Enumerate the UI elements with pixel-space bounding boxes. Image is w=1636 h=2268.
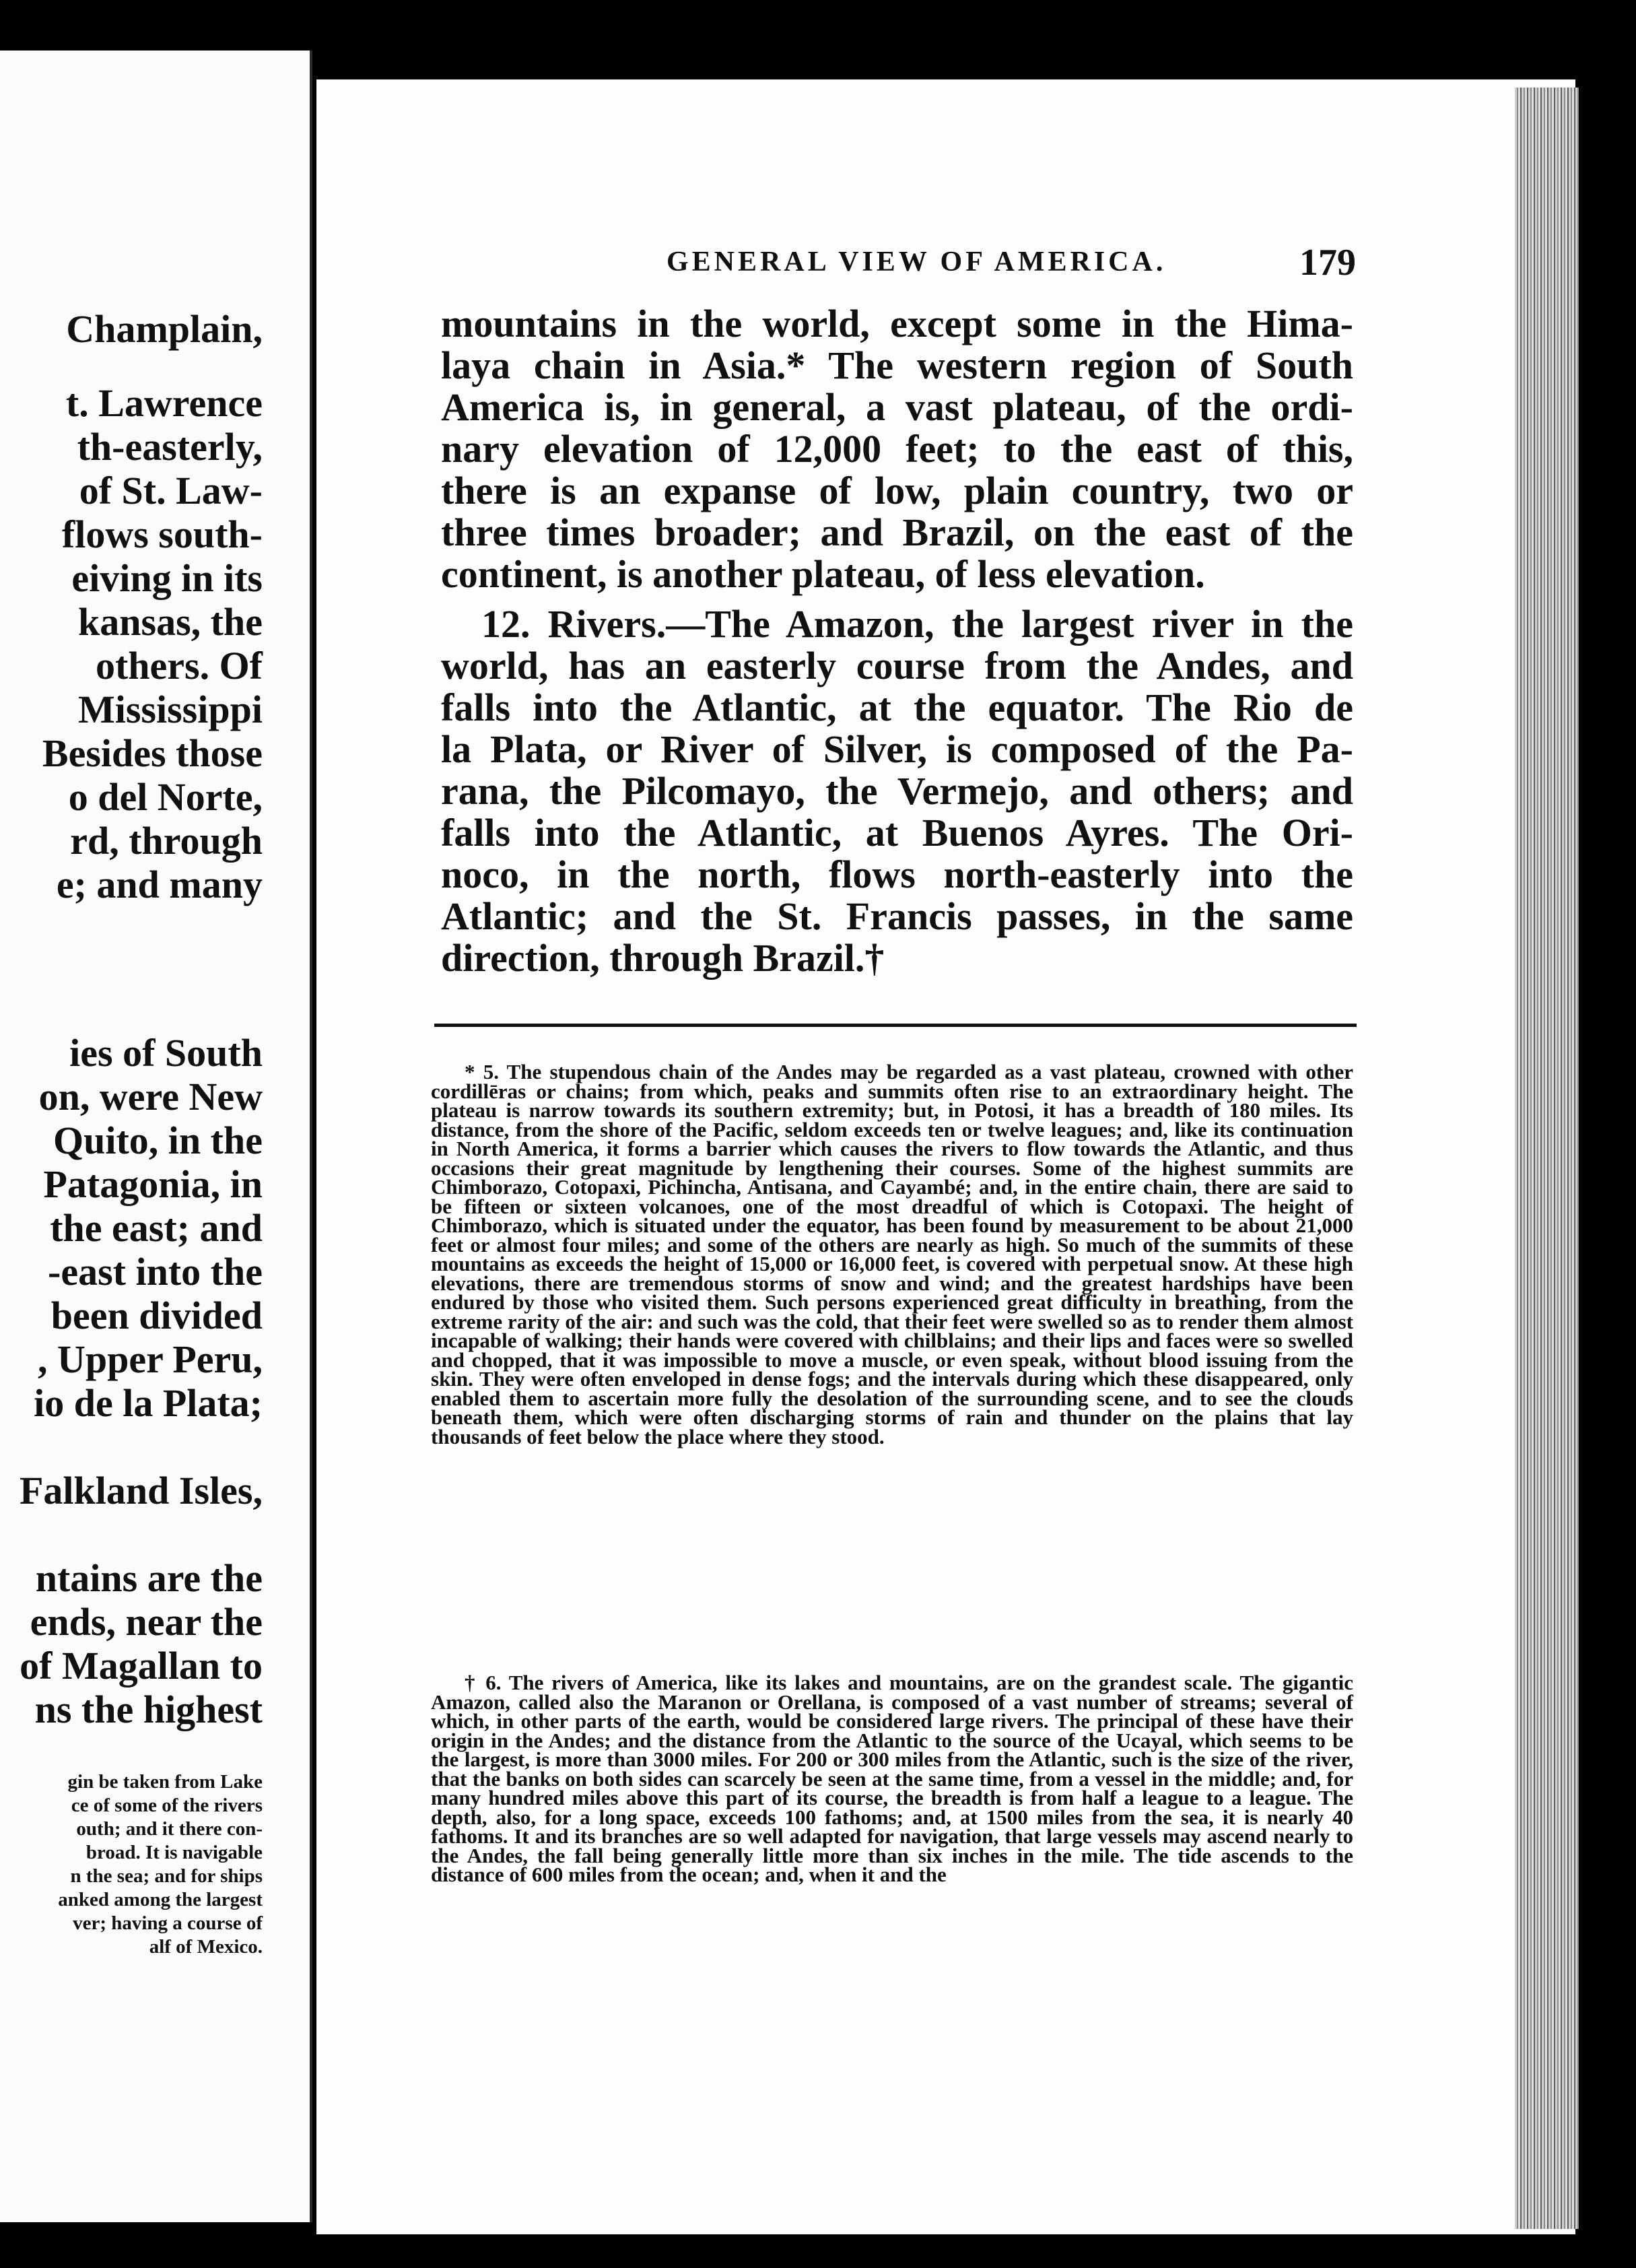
body-line: rana, the Pilcomayo, the Vermejo, and others; and (441, 769, 1353, 813)
left-line: ies of South (69, 1031, 263, 1075)
body-line: noco, in the north, flows north-easterly into the (441, 853, 1353, 896)
section-heading-line: 12. Rivers.—The Amazon, the largest river in the (481, 602, 1353, 646)
left-line: ns the highest (34, 1688, 263, 1731)
left-footnote-line: n the sea; and for ships (70, 1865, 263, 1887)
left-footnote-line: outh; and it there con- (76, 1818, 263, 1840)
body-line: laya chain in Asia.* The western region of South (441, 343, 1353, 387)
footnote: † 6. The rivers of America, like its lakes and mountains, are on the grandest scale. The gigantic Amazon, called also the Maranon or Orellana, is composed of a vast number of streams; several of which, in other parts of the earth, would be considered large rivers. The principal of these have their origin in the Andes; and the distance from the Atlantic to the source of the Ucayal, which seems to be the largest, is more than 3000 miles. For 200 or 300 miles from the Atlantic, such is the size of the river, that the banks on both sides can scarcely be seen at the same time, from a vessel in the middle; and, for many hundred miles above this part of its course, the breadth is from half a league to a league. The depth, also, for a long space, exceeds 100 fathoms; and, at 1500 miles from the sea, it is nearly 40 fathoms. It and its branches are so well adapted for navigation, that large vessels may ascend nearly to the Andes, the fall being generally little more than six inches in the mile. The tide ascends to the distance of 600 miles from the ocean; and, when it and the (431, 1671, 1353, 1886)
left-line: on, were New (38, 1075, 263, 1119)
body-line: nary elevation of 12,000 feet; to the east of this, (441, 427, 1353, 471)
left-footnote-line: broad. It is navigable (86, 1842, 263, 1863)
body-line: falls into the Atlantic, at the equator. The Rio de (441, 686, 1353, 729)
left-line: e; and many (56, 863, 263, 906)
body-line: America is, in general, a vast plateau, of the ordi- (441, 385, 1353, 429)
left-line: Patagonia, in (43, 1162, 263, 1206)
body-line: la Plata, or River of Silver, is composed of the Pa- (441, 727, 1353, 771)
body-line: mountains in the world, except some in the Hima- (441, 302, 1353, 345)
footnote-rule (434, 1024, 1357, 1027)
left-line: been divided (50, 1294, 263, 1337)
left-line: -east into the (48, 1250, 263, 1294)
left-line: of St. Law- (79, 469, 263, 512)
left-line: the east; and (50, 1206, 263, 1250)
left-line: Champlain, (66, 307, 263, 351)
left-line: th-easterly, (77, 425, 263, 469)
left-line: t. Lawrence (65, 381, 263, 425)
running-head: GENERAL VIEW OF AMERICA. (667, 246, 1167, 277)
left-line: , Upper Peru, (37, 1337, 263, 1381)
left-line: eiving in its (71, 556, 263, 600)
left-line: Quito, in the (53, 1119, 263, 1162)
body-line: world, has an easterly course from the Andes, and (441, 644, 1353, 688)
left-footnote-line: ce of some of the rivers (71, 1795, 263, 1816)
left-page-fragment (0, 51, 312, 2222)
left-line: others. Of (95, 644, 263, 688)
body-line: falls into the Atlantic, at Buenos Ayres. The Ori- (441, 811, 1353, 855)
left-line: ntains are the (35, 1556, 263, 1600)
left-footnote-line: anked among the largest (58, 1889, 263, 1910)
body-line: Atlantic; and the St. Francis passes, in the same (441, 894, 1353, 938)
left-line: flows south- (61, 512, 263, 556)
page-number: 179 (1299, 242, 1356, 284)
body-line: three times broader; and Brazil, on the east of the (441, 510, 1353, 554)
left-line: Besides those (42, 731, 263, 775)
left-line: ends, near the (30, 1600, 263, 1644)
left-line: o del Norte, (68, 775, 263, 819)
left-footnote-line: ver; having a course of (73, 1912, 263, 1934)
left-line: io de la Plata; (34, 1381, 263, 1425)
left-footnote-line: gin be taken from Lake (67, 1771, 263, 1793)
footnote: * 5. The stupendous chain of the Andes may be regarded as a vast plateau, crowned with other cordillēras or chains; from which, peaks and summits often rise to an extraordinary height. The plateau is narrow towards its southern extremity; but, in Potosi, it has a breadth of 180 miles. Its distance, from the shore of the Pacific, seldom exceeds ten or twelve leagues; and, like its continuation in North America, it forms a barrier which causes the rivers to flow towards the Atlantic, and thus occasions their great magnitude by lengthening their courses. Some of the highest summits are Chimborazo, Cotopaxi, Pichincha, Antisana, and Cayambé; and, in the entire chain, there are said to be fifteen or sixteen volcanoes, one of the most dreadful of which is Cotopaxi. The height of Chimborazo, which is situated under the equator, has been found by measurement to be about 21,000 feet or almost four miles; and some of the others are nearly as high. So much of the summits of these mountains as exceeds the height of 15,000 or 16,000 feet, is covered with perpetual snow. At these high elevations, there are tremendous storms of snow and wind; and the greatest hardships have been endured by those who visited them. Such persons experienced great difficulty in breathing, from the extreme rarity of the air: and such was the cold, that their feet were swelled so as to render them almost incapable of walking; their hands were covered with chilblains; and their lips and faces were so swelled and chopped, that it was impossible to move a muscle, or even speak, without blood issuing from the skin. They were often enveloped in dense fogs; and the intervals during which these disappeared, only enabled them to ascertain more fully the desolation of the surrounding scene, and to see the clouds beneath them, which were often discharging storms of rain and thunder on the plains that lay thousands of feet below the place where they stood. (431, 1060, 1353, 1448)
body-line: continent, is another plateau, of less elevation. (441, 552, 1205, 596)
left-line: Mississippi (78, 688, 263, 731)
body-line: direction, through Brazil.† (441, 936, 885, 980)
left-footnote-line: alf of Mexico. (149, 1936, 263, 1958)
left-line: Falkland Isles, (20, 1469, 263, 1512)
left-line: of Magallan to (20, 1644, 263, 1688)
left-line: rd, through (70, 819, 263, 863)
left-line: kansas, the (78, 600, 263, 644)
body-line: there is an expanse of low, plain country, two or (441, 469, 1353, 512)
page-edges (1515, 88, 1579, 2229)
